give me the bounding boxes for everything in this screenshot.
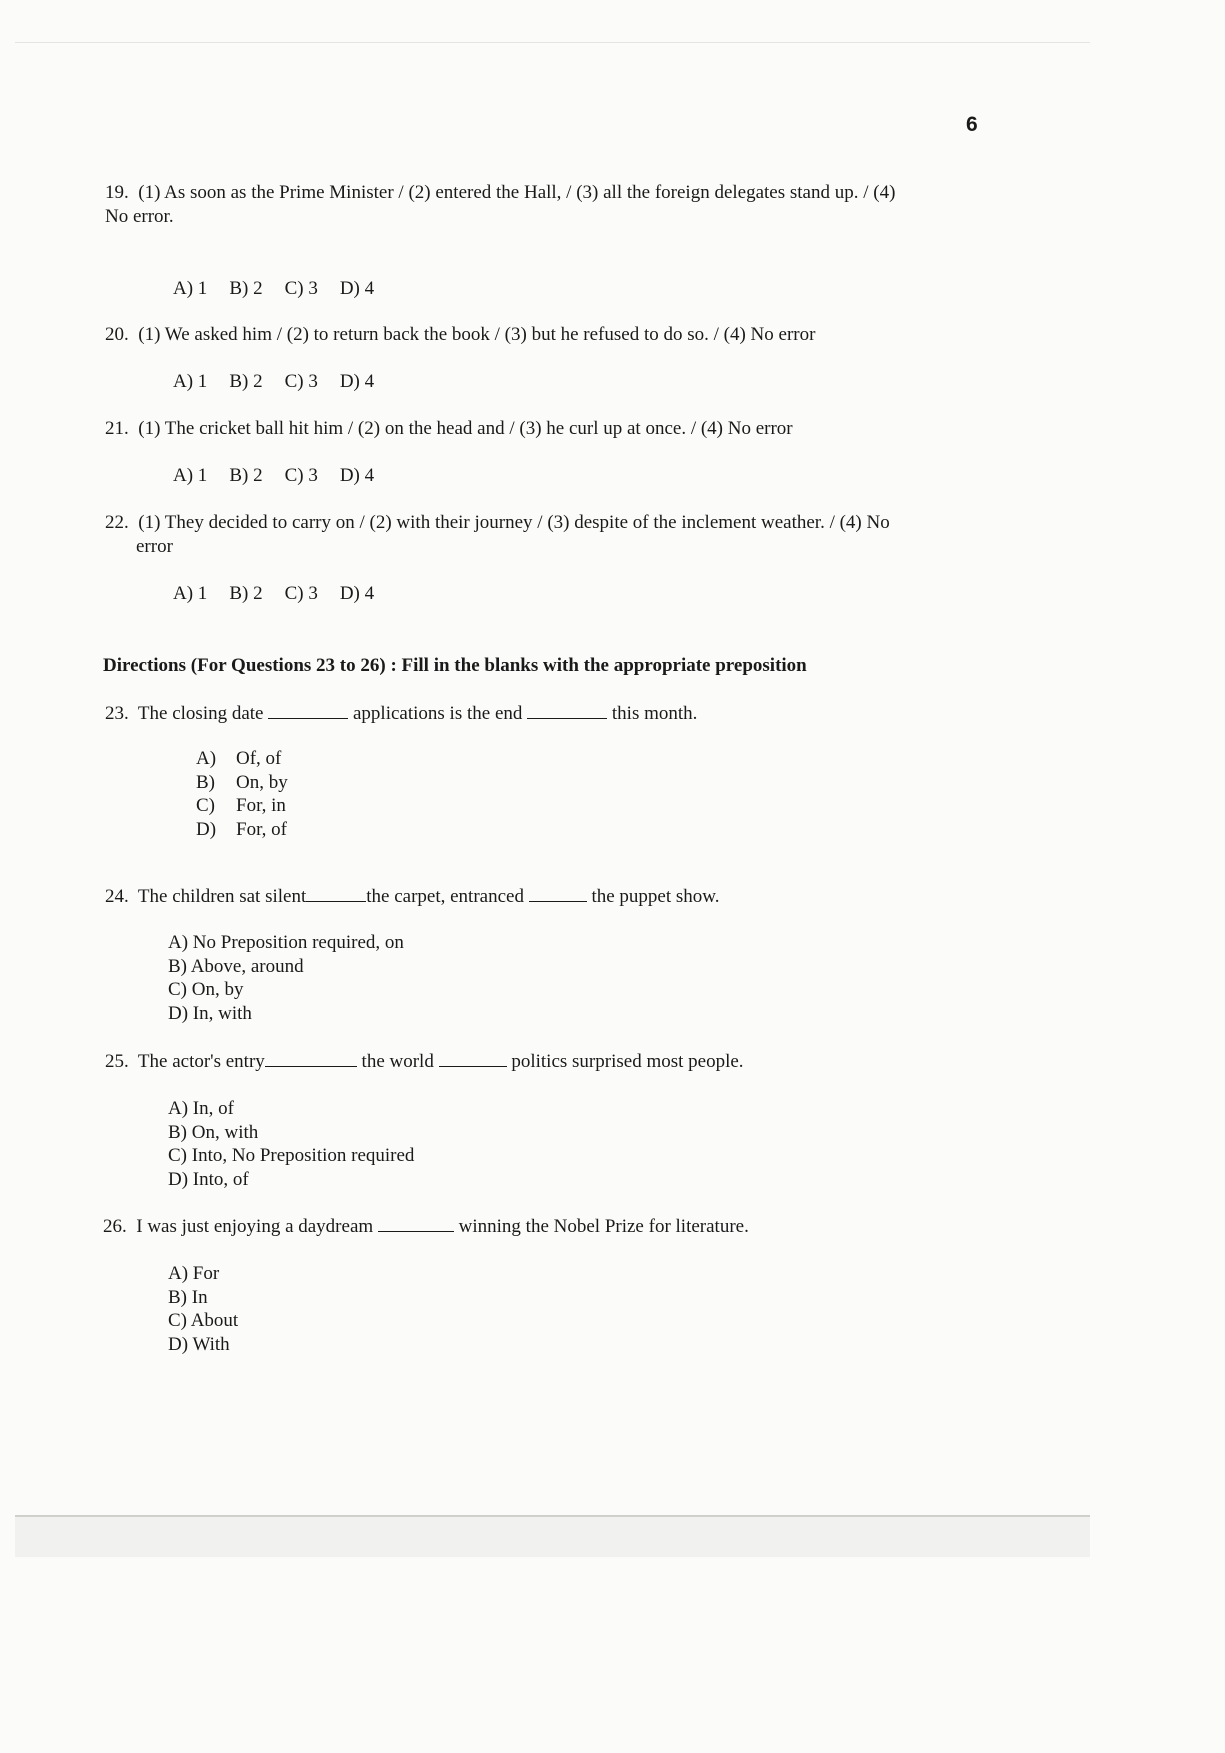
question-text: applications is the end bbox=[353, 703, 523, 724]
question-text: politics surprised most people. bbox=[511, 1051, 744, 1072]
question-26-options bbox=[168, 1262, 238, 1356]
option-a[interactable]: A) 1 bbox=[173, 583, 208, 604]
question-number: 25. bbox=[105, 1051, 129, 1072]
option-a[interactable]: A) In, of bbox=[168, 1098, 234, 1119]
option-a[interactable]: A) 1 bbox=[173, 465, 208, 486]
option-c[interactable] bbox=[196, 794, 288, 818]
option-a[interactable]: A) For bbox=[168, 1263, 220, 1284]
question-number: 21. bbox=[105, 418, 129, 439]
option-d[interactable]: D) 4 bbox=[339, 278, 375, 299]
option-c[interactable]: C) 3 bbox=[284, 583, 318, 604]
option-b[interactable]: B) Above, around bbox=[168, 955, 304, 977]
option-text: Of, of bbox=[236, 748, 282, 769]
option-text: On, by bbox=[236, 771, 288, 793]
question-number: 24. bbox=[105, 886, 129, 907]
option-b[interactable]: B) On, with bbox=[168, 1121, 259, 1143]
option-text: For, of bbox=[236, 818, 287, 840]
answer-blank bbox=[265, 1050, 357, 1067]
option-text: For, in bbox=[236, 795, 286, 816]
option-c[interactable]: C) About bbox=[168, 1310, 239, 1331]
question-text: The children sat silent bbox=[137, 886, 307, 907]
question-26 bbox=[103, 1215, 749, 1238]
question-19-cont: No error. bbox=[105, 206, 174, 227]
question-25-options bbox=[168, 1097, 414, 1191]
question-text: (1) They decided to carry on / (2) with their journey / (3) despite of the inclement weather. / (4) No bbox=[138, 512, 890, 533]
question-text: (1) As soon as the Prime Minister / (2) entered the Hall, / (3) all the foreign delegates stand up. / (4) bbox=[138, 182, 896, 203]
option-c[interactable]: C) On, by bbox=[168, 979, 244, 1000]
question-24-options bbox=[168, 931, 404, 1025]
question-number: 19. bbox=[105, 182, 129, 203]
question-number: 23. bbox=[105, 703, 129, 724]
question-text: (1) We asked him / (2) to return back the book / (3) but he refused to do so. / (4) No error bbox=[138, 324, 816, 345]
answer-blank bbox=[439, 1050, 507, 1067]
option-a[interactable] bbox=[196, 747, 288, 771]
question-text: the carpet, entranced bbox=[366, 886, 524, 907]
question-22-options bbox=[173, 583, 396, 605]
question-text: I was just enjoying a daydream bbox=[136, 1216, 374, 1237]
option-a[interactable]: A) 1 bbox=[173, 371, 208, 392]
question-22-cont: error bbox=[136, 536, 173, 557]
option-d[interactable]: D) 4 bbox=[339, 583, 375, 604]
question-text: The actor's entry bbox=[137, 1051, 265, 1072]
question-number: 26. bbox=[103, 1216, 127, 1237]
option-d[interactable]: D) In, with bbox=[168, 1002, 252, 1024]
answer-blank bbox=[529, 885, 587, 902]
option-b[interactable] bbox=[196, 771, 288, 795]
question-text: The closing date bbox=[137, 703, 264, 724]
question-text: the world bbox=[361, 1051, 434, 1072]
option-label: C) bbox=[196, 795, 215, 816]
question-text: (1) The cricket ball hit him / (2) on the head and / (3) he curl up at once. / (4) No error bbox=[138, 418, 793, 439]
question-20-options bbox=[173, 371, 396, 393]
question-19-options bbox=[173, 278, 396, 300]
option-c[interactable]: C) 3 bbox=[284, 371, 318, 392]
answer-blank bbox=[527, 702, 607, 719]
option-b[interactable]: B) 2 bbox=[229, 583, 263, 604]
question-text: the puppet show. bbox=[591, 886, 720, 907]
question-21-options bbox=[173, 465, 396, 487]
question-24 bbox=[105, 885, 720, 908]
scan-bottom-band bbox=[15, 1517, 1090, 1557]
scan-top-edge bbox=[15, 42, 1090, 43]
question-text: this month. bbox=[611, 703, 698, 724]
answer-blank bbox=[268, 702, 348, 719]
option-b[interactable]: B) 2 bbox=[229, 371, 263, 392]
option-c[interactable]: C) 3 bbox=[284, 278, 318, 299]
option-d[interactable]: D) 4 bbox=[339, 465, 375, 486]
option-label: B) bbox=[196, 771, 215, 793]
option-a[interactable]: A) 1 bbox=[173, 278, 208, 299]
question-25 bbox=[105, 1050, 744, 1073]
directions-heading: Directions (For Questions 23 to 26) : Fill in the blanks with the appropriate preposition bbox=[103, 655, 807, 676]
option-c[interactable]: C) 3 bbox=[284, 465, 318, 486]
option-d[interactable]: D) 4 bbox=[339, 371, 375, 392]
page-number: 6 bbox=[966, 113, 978, 136]
question-22 bbox=[105, 512, 890, 534]
option-b[interactable]: B) 2 bbox=[229, 465, 263, 486]
question-21 bbox=[105, 418, 793, 440]
option-d[interactable]: D) With bbox=[168, 1333, 230, 1355]
answer-blank bbox=[306, 885, 366, 902]
option-c[interactable]: C) Into, No Preposition required bbox=[168, 1145, 415, 1166]
option-d[interactable]: D) Into, of bbox=[168, 1168, 249, 1190]
option-label: D) bbox=[196, 818, 217, 840]
option-b[interactable]: B) In bbox=[168, 1286, 208, 1308]
answer-blank bbox=[378, 1215, 454, 1232]
question-text: winning the Nobel Prize for literature. bbox=[458, 1216, 749, 1237]
question-23 bbox=[105, 702, 697, 725]
question-20 bbox=[105, 324, 815, 346]
question-number: 20. bbox=[105, 324, 129, 345]
question-23-options bbox=[196, 747, 288, 841]
question-19 bbox=[105, 182, 895, 204]
option-d[interactable] bbox=[196, 818, 288, 842]
option-label: A) bbox=[196, 748, 217, 769]
question-number: 22. bbox=[105, 512, 129, 533]
option-b[interactable]: B) 2 bbox=[229, 278, 263, 299]
option-a[interactable]: A) No Preposition required, on bbox=[168, 932, 404, 953]
